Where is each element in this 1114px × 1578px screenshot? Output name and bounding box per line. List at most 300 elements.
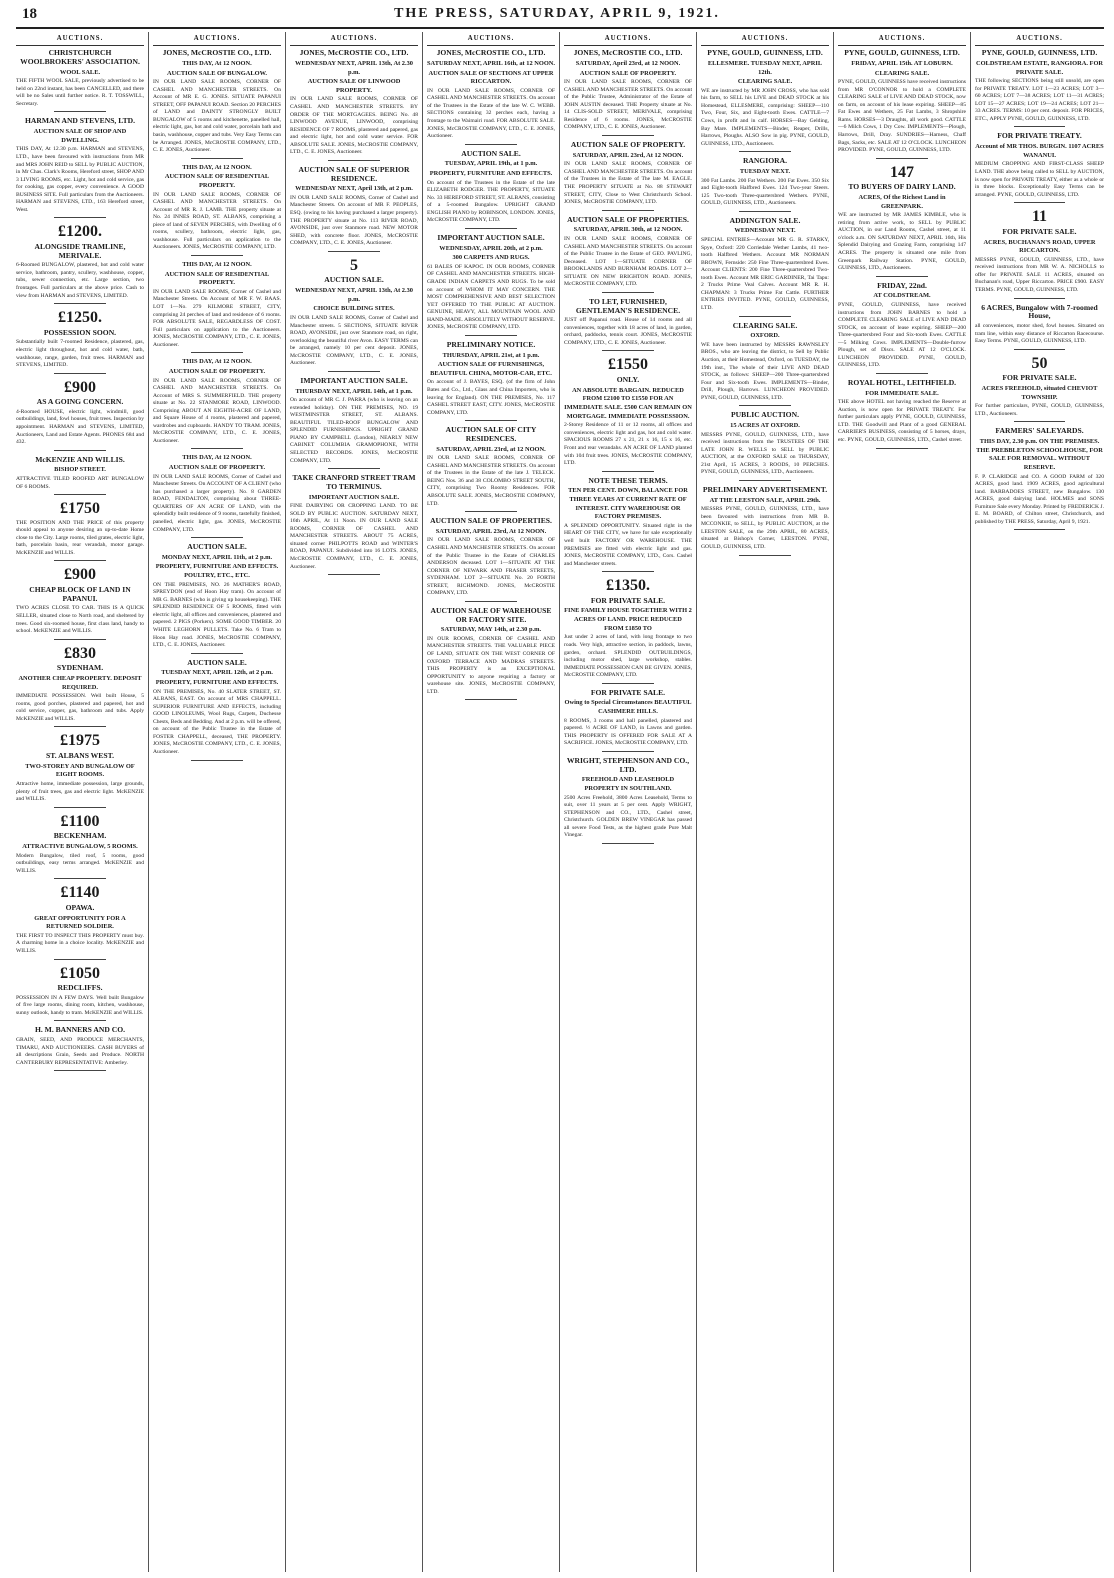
ad-title: CLEARING SALE.	[732, 320, 798, 330]
advertisement	[153, 261, 281, 353]
ad-subtitle: TUESDAY NEXT.	[739, 167, 791, 175]
ad-title: ONLY.	[616, 375, 640, 385]
ad-price: £1140	[60, 884, 100, 902]
column-2	[149, 32, 286, 1572]
column-4	[423, 32, 560, 1572]
advertisement	[701, 322, 829, 407]
advertisement	[16, 379, 144, 451]
ad-divider	[54, 373, 105, 374]
column-7	[834, 32, 971, 1572]
advertisement	[16, 645, 144, 728]
ad-subtitle: AUCTION SALE OF SECTIONS AT UPPER RICCARTON.	[428, 69, 554, 86]
ad-subtitle: AUCTION SALE OF PROPERTY.	[168, 367, 266, 375]
ad-divider	[191, 760, 242, 761]
ad-subtitle: CLEARING SALE.	[737, 78, 793, 86]
ad-divider	[54, 450, 105, 451]
ad-subtitle: ATTRACTIVE BUNGALOW, 5 ROOMS.	[22, 843, 138, 850]
ad-title: McKENZIE AND WILLIS.	[35, 454, 125, 464]
ad-title: JONES, McCROSTIE CO., LTD.	[162, 48, 272, 58]
ad-subtitle: AUCTION SALE OF PROPERTY.	[579, 69, 677, 77]
ad-body: SPECIAL ENTRIES—Account MR G. R. STARKY, Spye, Oxford: 220 Corriedale Wether Lambs, 41 two-tooth Halfbred Wethers. Account MR NORMAN BROWN, Fernside: 250 Fine Three-quartersbred Ewes. Account CLIENTS: 200 Fine Three-quartersbred Two-tooth Ewes. Account MR ERIC GARDINER, Tai Tapu: 2 Trucks Prime Veal Calves. Account MR R. H. CHAPMAN: 3 Trucks Prime Fat Cattle. FURTHER ENTRIES INVITED. PYNE, GOULD, GUINNESS, LTD.	[701, 237, 829, 312]
ad-title: TO BUYERS OF DAIRY LAND.	[848, 182, 956, 192]
header-rule	[16, 27, 1104, 29]
advertisement	[838, 164, 966, 277]
ad-title: OPAWA.	[65, 902, 95, 912]
ad-subtitle: WOOL SALE.	[59, 68, 101, 76]
advertisement	[564, 298, 692, 352]
ad-date: SATURDAY, APRIL 23rd, at 12 NOON.	[436, 445, 546, 453]
ad-divider	[191, 352, 242, 353]
ad-title: PRELIMINARY ADVERTISEMENT.	[702, 484, 828, 494]
ad-body: MEDIUM CROPPING AND FIRST-CLASS SHEEP LAND. THE above being called to SELL by AUCTION, is now open for PRIVATE TREATY, either as a whole or in three blocks. Exceptionally Easy Terms can be arranged. PYNE, GOULD, GUINNESS, LTD.	[975, 161, 1104, 198]
ad-body: 8 ROOMS, 3 rooms and hall panelled, plastered and papered. ½ ACRE OF LAND, in Lawns and garden. THIS PROPERTY IS OFFERED FOR SALE AT A SACRIFICE. JONES, McCROSTIE COMPANY, LTD.	[564, 717, 692, 747]
ad-divider	[739, 151, 790, 152]
ad-title: ROYAL HOTEL, LEITHFIELD.	[847, 377, 957, 387]
ad-divider	[465, 420, 516, 421]
ad-subtitle: PROPERTY, FURNITURE AND EFFECTS.	[429, 170, 553, 177]
ad-divider	[602, 350, 653, 351]
advertisement	[16, 965, 144, 1022]
advertisement	[427, 49, 555, 144]
ad-title: JONES, McCROSTIE CO., LTD.	[299, 48, 409, 58]
ad-price: £1350.	[606, 577, 650, 595]
ad-body: IN OUR LAND SALE ROOMS, CORNER OF CASHEL AND MANCHESTER STREETS. On account of the Trustees in the Estate of The late M. EAGLE. THE PROPERTY SITUATE at No. 88 STEWART STREET, CITY, Close to West Christchurch School. JONES, McCROSTIE COMPANY, LTD.	[564, 161, 692, 206]
ad-title: JONES, McCROSTIE CO., LTD.	[436, 48, 546, 58]
ad-price: 50	[1031, 354, 1048, 372]
column-1	[12, 32, 149, 1572]
advertisement	[16, 732, 144, 807]
ad-subtitle: AUCTION SALE OF RESIDENTIAL PROPERTY.	[164, 173, 270, 189]
ad-body: IN OUR LAND SALE ROOMS, Corner of Cashel and Manchester streets. 5 SECTIONS, SITUATE RIVER ROAD, AVONSIDE, just over Stanmore road, on right, overlooking the beautiful river Avon. EASY TERMS can be arranged, namely 10 per cent deposit. JONES, McCROSTIE COMPANY, LTD., C. E. JONES, Auctioneer.	[290, 314, 418, 367]
masthead: THE PRESS, SATURDAY, APRIL 9, 1921.	[394, 6, 720, 21]
ad-divider	[602, 471, 653, 472]
advertisement	[564, 141, 692, 211]
ad-divider	[54, 494, 105, 495]
ad-body: IN OUR LAND SALE ROOMS, Corner of Cashel and Manchester Streets. On Account of MR F. W. BAAS. LOT 1—No. 279 KILMORE STREET, CITY, comprising 24 perches of land and residence of 6 rooms. FOR ABSOLUTE SALE, REGARDLESS OF COST. Full particulars on application to the Auctioneers. JONES, McCROSTIE COMPANY, LTD., C. E. JONES, Auctioneer.	[153, 288, 281, 348]
column-heading: AUCTIONS.	[564, 32, 692, 46]
ad-body: IN OUR LAND SALE ROOMS, CORNER OF CASHEL AND MANCHESTER STREETS. On Account of MRS S. SUMMERFIELD. THE property situate at No. 22 STANMORE ROAD, LINWOOD. Comprising ABOUT AN EIGHTH-ACRE OF LAND, and Square House of 4 rooms, plastered and papered, wardrobes and cupboards. HANDY TO TRAM. JONES, McCROSTIE COMPANY, LTD., C. E. JONES, Auctioneer.	[153, 377, 281, 444]
ad-title: REDCLIFFS.	[57, 983, 103, 993]
ad-body: ATTRACTIVE TILED ROOFED ART BUNGALOW OF 6 ROOMS.	[16, 476, 144, 490]
column-6	[697, 32, 834, 1572]
ad-body: IN OUR LAND SALE ROOMS, CORNER OF CASHEL AND MANCHESTER STREETS. On account of the Public Trustee, Administrator of the Estate of JOHN AUSTIN deceased. THE Property situate at No. 14 CLIS-SOLD STREET, MERIVALE, comprising Residence of 6 rooms. JONES, McCROSTIE COMPANY, LTD., C. E. JONES, Auctioneer.	[564, 79, 692, 131]
column-heading: AUCTIONS.	[153, 32, 281, 46]
ad-body: A SPLENDID OPPORTUNITY. Situated right in the HEART OF THE CITY, we have for sale exceptionally well built FACTORY OR WAREHOUSE. THE PREMISES are fitted with electric light and gas. JONES, McCROSTIE COMPANY, LTD., Cors. Cashel and Manchester streets.	[564, 522, 692, 567]
ad-divider	[1014, 126, 1066, 127]
ad-subtitle: THIS DAY, 2.30 p.m. ON THE PREMISES. THE PREBBLETON SCHOOLHOUSE, FOR SALE FOR REMOVAL. WITHOUT RESERVE.	[976, 438, 1103, 471]
ad-subtitle: AT THE LEESTON SALE, APRIL 29th.	[709, 496, 821, 504]
advertisement	[290, 257, 418, 372]
ad-divider	[54, 111, 105, 112]
advertisement	[153, 358, 281, 449]
advertisement	[16, 1026, 144, 1071]
ad-divider	[465, 601, 516, 602]
ad-divider	[876, 158, 927, 159]
ad-body: IN OUR LAND SALE ROOMS, CORNER OF CASHEL AND MANCHESTER STREETS. BY ORDER OF THE MORTGAGEES. BEING No. 48 LINWOOD AVENUE, LINWOOD, comprising RESIDENCE OF 7 ROOMS, plastered and papered, gas and electric light, hot and cold water service. FOR ABSOLUTE SALE. JONES, McCROSTIE COMPANY, LTD., C. E. JONES, Auctioneer.	[290, 96, 418, 156]
ad-title: FOR PRIVATE TREATY.	[997, 131, 1082, 141]
advertisement	[701, 49, 829, 152]
ad-date: SATURDAY, April 23rd, at 12 NOON.	[575, 59, 681, 67]
ad-divider	[602, 683, 653, 684]
ad-title: CHEAP BLOCK OF LAND IN PAPANUI.	[29, 585, 131, 603]
ad-divider	[54, 217, 105, 218]
ad-body: Just under 2 acres of land, with long frontage to two roads. Very high, attractive section, in paddock, lawns, garden, orchard. SPLENDID OUTBUILDINGS, including motor shed, large workshop, stables. IMMEDIATE POSSESSION CAN BE GIVEN. JONES, McCROSTIE COMPANY, LTD.	[564, 634, 692, 679]
ad-divider	[739, 405, 790, 406]
ad-title: POSSESSION SOON.	[43, 327, 117, 337]
ad-body: WE have been instructed by MESSRS RAWNSLEY BROS., who are leaving the district, to Sell by Public Auction, at their Homestead, Oxford, on TUESDAY, the 19th inst., The whole of their LIVE AND DEAD STOCK, as follows: SHEEP—200 Three-quartersbred Four and Six-tooth Ewes. IMPLEMENTS—Binder, Drill, Plough, Harrows. LUNCHEON PROVIDED. PYNE, GOULD, GUINNESS, LTD.	[701, 341, 829, 401]
ad-subtitle: ACRES FREEHOLD, situated CHEVIOT TOWNSHIP.	[981, 384, 1098, 401]
advertisement	[975, 427, 1104, 530]
advertisement	[564, 757, 692, 844]
ad-divider	[54, 1020, 105, 1021]
ad-subtitle: FOR IMMEDIATE SALE.	[865, 389, 939, 397]
ad-body: THIS DAY, At 12.30 p.m. HARMAN and STEVENS, LTD., have been favoured with instructions from MR and MRS JOHN REID to SELL by PUBLIC AUCTION, in Mr Chas. Clark's Rooms, Hereford street, SHOP AND 3 LIVING ROOMS, etc. Light, hot and cold service, gas for cooking, gas copper, every convenience. A GOOD BUSINESS SITE. Full particulars from the Auctioneers. HARMAN and STEVENS, LTD., 163 Hereford street, West.	[16, 146, 144, 213]
ad-title: FOR PRIVATE SALE.	[1002, 373, 1077, 383]
advertisement	[838, 49, 966, 158]
advertisement	[564, 477, 692, 573]
ad-subtitle: FINE FAMILY HOUSE TOGETHER WITH 2 ACRES OF LAND. PRICE REDUCED FROM £1850 TO	[564, 607, 692, 632]
ad-body: THE following SECTIONS being still unsold, are open for PRIVATE TREATY. LOT 1—23 ACRES; LOT 3—60 ACRES; LOT 7—38 ACRES; LOT 11—31 ACRES; LOT 15—27 ACRES; LOT 19—24 ACRES; LOT 21—33 ACRES. TERMS: 10 per cent. deposit. FOR PRICES, ETC., APPLY PYNE, GOULD, GUINNESS, LTD.	[975, 78, 1104, 122]
ad-date: THURSDAY, APRIL 21st, at 1 p.m.	[442, 351, 540, 359]
ad-divider	[602, 210, 653, 211]
advertisement	[427, 607, 555, 700]
advertisement	[564, 689, 692, 752]
ad-body: 2500 Acres Freehold, 3800 Acres Leasehold, Terms to suit, over 11 years at 5 per cent. Apply WRIGHT, STEPHENSON and CO., LTD., Cashel street, Christchurch. GOLDEN BREW VINEGAR has passed all severe Food Tests, as the highest grade Pure Malt Vinegar.	[564, 794, 692, 839]
ad-body: MESSRS PYNE, GOULD, GUINNESS, LTD., have received instructions from MR W. A. NICHOLLS to offer for PRIVATE SALE 11 ACRES, situated on Buchanan's road, Upper Riccarton. PRICE £900. EASY TERMS. PYNE, GOULD, GUINNESS, LTD.	[975, 256, 1104, 293]
ad-subtitle: WEDNESDAY NEXT.	[734, 227, 796, 235]
advertisement	[153, 543, 281, 654]
advertisement	[153, 659, 281, 761]
ad-divider	[739, 480, 790, 481]
ad-price: 11	[1031, 208, 1048, 226]
ad-body: IN OUR LAND SALE ROOMS, Corner of Cashel and Manchester Streets. On account of MR F. PEOPLES, ESQ. (owing to his having purchased a larger property). THE PROPERTY situate at No. 113 RIVER ROAD, AVONSIDE, just over Stanmore road. NEW MOTOR SHED, with concrete floor. JONES, McCROSTIE COMPANY, LTD., C. E. JONES, Auctioneer.	[290, 194, 418, 247]
ad-price: £1250.	[58, 309, 102, 327]
page-header	[0, 0, 1114, 28]
ad-title: TO LET, FURNISHED, GENTLEMAN'S RESIDENCE.	[575, 296, 681, 315]
advertisement	[701, 217, 829, 317]
ad-divider	[191, 255, 242, 256]
advertisement	[701, 411, 829, 481]
ad-divider	[465, 335, 516, 336]
ad-divider	[54, 560, 105, 561]
ad-title: PRELIMINARY NOTICE.	[446, 339, 536, 349]
column-heading: AUCTIONS.	[290, 32, 418, 46]
column-heading: AUCTIONS.	[16, 32, 144, 46]
ad-date: TUESDAY NEXT, APRIL 12th, at 2 p.m.	[161, 669, 273, 677]
ad-date: WEDNESDAY NEXT, April 13th, at 2 p.m.	[295, 185, 413, 193]
ad-body: THE above HOTEL not having reached the Reserve at Auction, is now open for PRIVATE TREATY. For further particulars apply PYNE, GOULD, GUINNESS, LTD. THE Goodwill and Plant of a good GENERAL CARRIER'S BUSINESS, consisting of 5 horses, drays, etc. PYNE, GOULD, GUINNESS, LTD., Cashel street.	[838, 399, 966, 443]
ad-divider	[328, 371, 379, 372]
ad-subtitle: Owing to Special Circumstances BEAUTIFUL CASHMERE HILLS.	[564, 699, 692, 716]
ad-divider	[602, 843, 653, 844]
ad-divider	[328, 574, 379, 575]
ad-divider	[1014, 298, 1066, 299]
ad-price: £1750	[60, 500, 100, 518]
ad-price: £900	[64, 378, 96, 396]
ad-title: PUBLIC AUCTION.	[731, 410, 799, 420]
ad-body: WE are instructed by MR JAMES KIMBLE, who is retiring from active work, to SELL by PUBLIC AUCTION, in our Land Rooms, Cashel street, at 11 o'clock a.m. ON SATURDAY NEXT, APRIL 16th, His Splendid Dairying and Grazing Farm, comprising 147 ACRES. The property is situated one mile from Greenpark Railway Station. PYNE, GOULD, GUINNESS, LTD., Auctioneers.	[838, 212, 966, 272]
ad-date: THIS DAY, At 12 NOON.	[182, 454, 252, 462]
ad-subtitle: BISHOP STREET.	[54, 466, 106, 474]
ad-subtitle: ACRES, BUCHANAN'S ROAD, UPPER RICCARTON.	[983, 238, 1096, 255]
ad-subtitle: Account of MR THOS. BURGIN. 1107 ACRES WANANUI.	[975, 143, 1104, 159]
ad-title: PYNE, GOULD, GUINNESS, LTD.	[844, 48, 960, 58]
ad-subtitle: TWO-STOREY AND BUNGALOW OF EIGHT ROOMS.	[25, 762, 135, 779]
ad-date: SATURDAY NEXT, APRIL 16th, at 12 NOON.	[427, 59, 556, 67]
ad-subtitle: 15 ACRES AT OXFORD.	[730, 422, 800, 430]
ad-price: 147	[890, 163, 914, 181]
column-heading: AUCTIONS.	[838, 32, 966, 46]
advertisement	[564, 356, 692, 471]
ad-body: On account of J. BAYES, ESQ. (of the firm of John Bates and Co., Ltd., Glass and China Importers, who is leaving for England). ON THE PREMISES, No. 117 CASHEL STREET EAST, CITY. JONES, McCROSTIE COMPANY, LTD.	[427, 379, 555, 416]
ad-subtitle: AUCTION SALE OF LINWOOD PROPERTY.	[307, 78, 401, 94]
ad-title: AUCTION SALE OF PROPERTIES.	[430, 516, 552, 526]
ad-body: IN OUR LAND SALE ROOMS, CORNER OF CASHEL AND MANCHESTER STREETS. On account of the Public Trustee in the Estate of CHARLES ANDERSON deceased. LOT 1—SITUATE AT THE CORNER OF NEWARK AND FRASER STREETS, SYDENHAM. LOT 2—SITUATE No. 20 FORTH STREET, RICHMOND. JONES, McCROSTIE COMPANY, LTD.	[427, 537, 555, 597]
ad-body: ON THE PREMISES, No. 40 SLATER STREET, ST. ALBANS, EAST. On account of MRS CHAPPELL. SUPERIOR FURNITURE AND EFFECTS, including GOOD LINOLEUMS, Wool Rugs, Carpets, Duchesse Chests, Beds and Bedding. And at 2 p.m. will be offered, on account of the Public Trustee in the Estate of FOSTER CHAPPELL, deceased, THE PROPERTY. JONES, McCROSTIE COMPANY, LTD., C. E. JONES, Auctioneer.	[153, 688, 281, 756]
advertisement	[427, 150, 555, 229]
ad-title: FOR PRIVATE SALE.	[590, 595, 666, 605]
ad-title: AUCTION SALE OF PROPERTY.	[570, 140, 686, 149]
ad-date: MONDAY NEXT, APRIL 11th, at 2 p.m.	[161, 553, 273, 561]
advertisement	[16, 566, 144, 639]
ad-body: POSSESSION IN A FEW DAYS. Well built Bungalow of five large rooms, dining room, kitchen, washhouse, sunny outlook, handy to tram. McKENZIE and WILLIS.	[16, 994, 144, 1016]
ad-title: AUCTION SALE OF PROPERTIES.	[567, 214, 689, 224]
ad-title: AUCTION SALE.	[187, 542, 247, 552]
ad-subtitle: FREEHOLD AND LEASEHOLD PROPERTY IN SOUTHLAND.	[581, 776, 675, 792]
ad-body: 6-Roomed BUNGALOW, plastered, hot and cold water service, bathroom, pantry, scullery, washhouse, copper, tubs, sewer connection, etc. Large section, two frontages. Full particulars at the above price. Cash to view from HARMAN and STEVENS, LIMITED.	[16, 262, 144, 299]
ad-subtitle: AUCTION SALE OF FURNISHINGS, BEAUTIFUL CHINA, MOTOR-CAR, ETC.	[430, 361, 552, 377]
ad-subtitle: 300 CARPETS AND RUGS.	[452, 254, 530, 262]
column-3	[286, 32, 423, 1572]
ad-body: 4-Roomed HOUSE, electric light, windmill, good outbuildings, land, fowl houses, fruit trees. Inspection by appointment. HARMAN and STEVENS, LIMITED, Auctioneers, Land and Estate Agents. PHONES 684 and 432.	[16, 408, 144, 446]
ad-price: £900	[64, 566, 96, 584]
ad-body: F. P. CLARIDGE and CO. A GOOD FARM of 320 ACRES, good land. 1909 ACRES, good agricultural land. BARBADOES STREET, new Bungalow. 130 ACRES, good dairying land. HOLMES and SONS Furniture Sale every Monday. Printed by FREDERICK J. E. M. BOARD, of Chilton street, Christchurch, and published by THE PRESS, Saturday, April 9, 1921.	[975, 473, 1104, 525]
ad-divider	[465, 511, 516, 512]
ad-title: WRIGHT, STEPHENSON AND CO., LTD.	[566, 755, 690, 774]
ad-body: On account of MR C. J. PARRA (who is leaving on an extended holiday). ON THE PREMISES, NO. 19 WESTMINSTER STREET, ST. ALBANS. BEAUTIFUL TILED-ROOF BUNGALOW AND SPLENDID FURNISHINGS. UPRIGHT GRAND PIANO BY CAMPBELL (London), NEARLY NEW CABINET COLUMBIA GRAMOPHONE, WITH SELECTED RECORDS. JONES, McCROSTIE COMPANY, LTD.	[290, 397, 418, 464]
ad-title: ST. ALBANS WEST.	[46, 751, 114, 761]
ad-divider	[465, 699, 516, 700]
advertisement	[564, 577, 692, 684]
ad-divider	[328, 251, 379, 252]
ad-date: THIS DAY, At 12 NOON.	[182, 163, 252, 171]
ad-title: FARMERS' SALEYARDS.	[995, 426, 1084, 436]
ad-price: £1100	[60, 812, 100, 830]
ad-body: IN OUR LAND SALE ROOMS, CORNER OF CASHEL AND MANCHESTER STREETS. On Account of MR E. G. JONES. SITUATE PAPANUI STREET, OFF PAPANUI ROAD. Section 20 PERCHES of LAND and DAINTY STRONGLY BUILT BUNGALOW of 5 rooms and kitchenette, panelled hall, electric light, gas, hot and cold water, porcelain bath and basin, washhouse, copper and tubs. Very Easy Terms can be Arranged. JONES, McCROSTIE COMPANY, LTD., C. E. JONES, Auctioneer.	[153, 79, 281, 154]
ad-divider	[54, 878, 105, 879]
ad-title: FRIDAY, 22nd.	[877, 280, 927, 290]
ad-title: ALONGSIDE TRAMLINE, MERIVALE.	[34, 241, 126, 260]
ad-divider	[602, 751, 653, 752]
advertisement	[16, 884, 144, 959]
ad-subtitle: AUCTION SALE OF RESIDENTIAL PROPERTY.	[164, 270, 270, 287]
ad-divider	[1014, 202, 1066, 203]
ad-body: IN OUR ROOMS, CORNER OF CASHEL AND MANCHESTER STREETS. THE VALUABLE PIECE OF LAND, SITUATE ON THE WEST CORNER OF OXFORD TERRACE AND MADRAS STREETS. THIS PROPERTY is an EXCEPTIONAL OPPORTUNITY to anyone requiring a factory or warehouse site. JONES, McCROSTIE COMPANY, LTD.	[427, 635, 555, 695]
ad-body: IN OUR LAND SALE ROOMS, CORNER OF CASHEL AND MANCHESTER STREETS. On account of the Public Trustee in the Estate of GEO. PAVLING, Deceased. LOT 1—SITUATE CORNER OF BROOKLANDS AND BURNHAM ROADS. LOT 2—SITUATE ON NEW BRIGHTON ROAD. JONES, McCROSTIE COMPANY, LTD.	[564, 236, 692, 288]
ad-subtitle: ANOTHER CHEAP PROPERTY. DEPOSIT REQUIRED.	[18, 674, 142, 691]
column-5	[560, 32, 697, 1572]
advertisement	[16, 456, 144, 495]
ad-body: PYNE, GOULD, GUINNESS have received instructions from MR O'CONNOR to hold a COMPLETE CLEARING SALE of LIVE AND DEAD STOCK, now on farm, on account of his lease expiring. SHEEP—85 Fat Ewes and Wethers, 25 Fat Lambs, 3 Shropshire Rams. HORSES—3 Draughts, all work good. CATTLE—6 Milch Cows, 1 Dry Cow. IMPLEMENTS—Plough, Harrows, Drill, Dray. SUNDRIES—Harness, Chaff Bags, Sacks, etc. SALE AT 12 O'CLOCK. LUNCHEON PROVIDED. PYNE, GOULD, GUINNESS, LTD.	[838, 79, 966, 154]
ad-subtitle: COLDSTREAM ESTATE, RANGIORA. FOR PRIVATE SALE.	[975, 59, 1104, 76]
advertisement	[16, 309, 144, 374]
ad-subtitle: OXFORD.	[750, 332, 780, 340]
ad-subtitle: CLEARING SALE.	[874, 69, 930, 77]
advertisement	[153, 164, 281, 256]
ad-body: On account of the Trustees in the Estate of the late ELIZABETH RODGER. THE PROPERTY, SITUATE No. 33 HEREFORD STREET, ST. ALBANS, consisting of a 5-roomed Bungalow. UPRIGHT GRAND ENGLISH PIANO by ROBINSON, LONDON. JONES, McCROSTIE COMPANY, LTD.	[427, 179, 555, 224]
ad-body: IN OUR LAND SALE ROOMS, CORNER OF CASHEL AND MANCHESTER STREETS. On account of the Trustees in the Estate of the late J. TELECK. BEING Nos. 36 and 38 COLOMBO STREET SOUTH, CITY, comprising Two Roomy Residences. FOR ABSOLUTE SALE. JONES, McCROSTIE COMPANY, LTD.	[427, 455, 555, 507]
ad-body: MESSRS PYNE, GOULD, GUINNESS, LTD., have received instructions from the TRUSTEES OF THE LATE JOHN R. WELLS to SELL by PUBLIC AUCTION, at the OXFORD SALE on THURSDAY, 21st April, 15 ACRES, 3 ROODS, 10 PERCHES. PYNE, GOULD, GUINNESS, LTD., Auctioneers.	[701, 431, 829, 476]
ad-body: 61 BALES OF KAPOC. IN OUR ROOMS, CORNER OF CASHEL AND MANCHESTER STREETS. HIGH-GRADE INDIAN CARPETS AND RUGS. To be sold on account of WHOM IT MAY CONCERN. THE MOST COMPREHENSIVE AND BEST SELECTION YET OFFERED TO THE PUBLIC AT AUCTION. GENUINE, HEAVY, ALL MOUNTAIN WOOL AND HAND-MADE. ABSOLUTELY WITHOUT RESERVE. JONES, McCROSTIE COMPANY, LTD.	[427, 263, 555, 331]
ad-body: IN OUR LAND SALE ROOMS, CORNER OF CASHEL AND MANCHESTER STREETS. On account of the Trustees in the Estate of the late W. C. WEBB. SECTIONS containing 32 perches each, having a frontage to the Waimairi road. FOR ABSOLUTE SALE. JONES, McCROSTIE COMPANY, LTD., C. E. JONES, Auctioneer.	[427, 87, 555, 140]
ad-price: £1975	[60, 732, 100, 750]
advertisement	[838, 282, 966, 374]
ad-title: FOR PRIVATE SALE.	[1002, 226, 1077, 236]
ad-body: PYNE, GOULD, GUINNESS, have received instructions from JOHN BARNES to hold a COMPLETE CLEARING SALE of LIVE AND DEAD STOCK, on account of lease expiring. SHEEP—200 Three-quartersbred Four and Six-tooth Ewes. CATTLE—5 Milking Cows. IMPLEMENTS—Double-furrow Plough, set of Discs. SALE AT 12 O'CLOCK. LUNCHEON PROVIDED. PYNE, GOULD, GUINNESS, LTD.	[838, 301, 966, 369]
column-8	[971, 32, 1108, 1572]
ad-divider	[328, 160, 379, 161]
ad-divider	[602, 571, 653, 572]
ad-date: WEDNESDAY NEXT, APRIL 13th, At 2.30 p.m.	[294, 59, 413, 76]
ad-divider	[602, 135, 653, 136]
ad-divider	[465, 144, 516, 145]
column-heading: AUCTIONS.	[427, 32, 555, 46]
ad-body: Substantially built 7-roomed Residence, plastered, gas, electric light throughout, hot and cold water, bath, washhouse, range, garden, fruit trees. HARMAN and STEVENS, LIMITED.	[16, 339, 144, 369]
advertisement	[975, 49, 1104, 127]
ad-body: TWO ACRES CLOSE TO CAR. THIS IS A QUICK SELLER, situated close to North road, and sheltered by trees. Good six-roomed house, first class land, handy to school. McKENZIE and WILLIS.	[16, 605, 144, 635]
ad-body: JUST off Papanui road. House of 14 rooms and all conveniences, together with 18 acres of land, in garden, orchard, paddocks, tennis court. JONES, McCROSTIE COMPANY, LTD., C. E. JONES, Auctioneer.	[564, 317, 692, 346]
ad-body: IN OUR LAND SALE ROOMS, CORNER OF CASHEL AND MANCHESTER STREETS. On Account of MR R. J. LAMB. THE property situate at No. 24 INNES ROAD, ST. ALBANS, comprising a piece of land of SEVEN PERCHES, with Dwelling of 6 rooms, scullery, bathroom, electric light, gas, washhouse. Full particulars on application to the Auctioneers. JONES, McCROSTIE COMPANY, LTD.	[153, 191, 281, 251]
ad-subtitle: PROPERTY, FURNITURE AND EFFECTS.	[155, 679, 279, 687]
advertisement	[290, 166, 418, 252]
ad-body: For further particulars, PYNE, GOULD, GUINNESS, LTD., Auctioneers.	[975, 403, 1104, 417]
ad-title: FOR PRIVATE SALE.	[590, 687, 666, 697]
ad-subtitle: AUCTION SALE OF PROPERTY.	[168, 464, 266, 472]
ad-divider	[54, 959, 105, 960]
ad-divider	[54, 726, 105, 727]
ad-title: PYNE, GOULD, GUINNESS, LTD.	[707, 48, 823, 58]
ad-date: FRIDAY, APRIL 15th. AT LOBURN.	[851, 59, 953, 67]
advertisement	[16, 49, 144, 112]
advertisement	[16, 500, 144, 561]
ad-title: BECKENHAM.	[53, 831, 107, 841]
ad-divider	[54, 639, 105, 640]
ad-title: AUCTION SALE.	[324, 275, 384, 285]
ad-title: AUCTION SALE OF WAREHOUSE OR FACTORY SITE.	[430, 605, 552, 624]
advertisement	[975, 132, 1104, 203]
ad-title: HARMAN AND STEVENS, LTD.	[24, 116, 136, 126]
ad-title: TAKE CRANFORD STREET TRAM TO TERMINUS.	[292, 473, 416, 491]
ad-date: SATURDAY, APRIL 23rd, At 12 NOON.	[572, 151, 684, 159]
advertisement	[16, 117, 144, 218]
advertisement	[290, 474, 418, 575]
ad-divider	[54, 303, 105, 304]
advertisement	[427, 426, 555, 512]
ad-subtitle: GREAT OPPORTUNITY FOR A RETURNED SOLDIER.	[34, 914, 126, 931]
ad-divider	[54, 807, 105, 808]
ad-title: PYNE, GOULD, GUINNESS, LTD.	[981, 48, 1098, 58]
ad-body: IMMEDIATE POSSESSION. Well built House, 5 rooms, good porches, plastered and papered, hot and cold service, copper, gas, bathroom and tubs. Apply McKENZIE and WILLIS.	[16, 693, 144, 722]
ad-subtitle: AN ABSOLUTE BARGAIN. REDUCED FROM £2100 TO £1550 FOR AN IMMEDIATE SALE. £500 CAN REMAIN ON MORTGAGE. IMMEDIATE POSSESSION.	[564, 386, 692, 420]
advertisement	[427, 341, 555, 421]
advertisement	[153, 454, 281, 538]
advertisement	[564, 49, 692, 136]
ad-date: TUESDAY, APRIL 19th, at 1 p.m.	[444, 160, 538, 168]
column-heading: AUCTIONS.	[701, 32, 829, 46]
ad-divider	[191, 158, 242, 159]
ad-divider	[602, 292, 653, 293]
ad-divider	[876, 373, 927, 374]
ad-body: THE FIFTH WOOL SALE, previously advertised to be held on 22nd instant, has been CANCELLED, and there will be no Sales until further notice. R. T. TOSSWILL, Secretary.	[16, 78, 144, 107]
ad-title: IMPORTANT AUCTION SALE.	[300, 375, 408, 385]
ad-divider	[739, 316, 790, 317]
ad-body: THE POSITION AND THE PRICE of this property should appeal to anyone desiring an up-to-date Home close to the City. Large rooms, tiled grates, electric light, bath, porcelain basin, rear verandah, motor garage. McKENZIE and WILLIS.	[16, 519, 144, 556]
ad-divider	[191, 448, 242, 449]
ad-title: AS A GOING CONCERN.	[36, 397, 124, 407]
ad-price: £1050	[60, 964, 100, 982]
ad-body: Modern Bungalow, tiled roof, 5 rooms, good outbuildings, easy terms arranged. McKENZIE and WILLIS.	[16, 852, 144, 874]
ad-date: THIS DAY, At 12 NOON.	[182, 358, 252, 366]
ad-title: H. M. BANNERS AND CO.	[34, 1025, 126, 1035]
advertisement	[975, 304, 1104, 350]
ad-date: SATURDAY, MAY 14th, at 2.30 p.m.	[440, 626, 542, 634]
ad-body: WE are instructed by MR JOHN CROSS, who has sold his farm, to SELL his LIVE and DEAD STOCK at his Homestead, ELLESMERE, comprising: SHEEP—110 Two, Four, Six, and Eight-tooth Ewes. CATTLE—7 Cows, in profit and in calf. HORSES—Bay Gelding, Bay Mare. IMPLEMENTS—Binder, Reaper, Drills, Harrows, Ploughs. ALSO Sow in pig. PYNE, GOULD, GUINNESS, LTD., Auctioneers.	[701, 87, 829, 147]
ad-body: Attractive home, immediate possession, large grounds, plenty of fruit trees, gas and electric light. McKENZIE and WILLIS.	[16, 781, 144, 803]
ad-title: AUCTION SALE.	[461, 148, 521, 158]
ad-title: RANGIORA.	[742, 156, 788, 166]
ad-body: MESSRS PYNE, GOULD, GUINNESS, LTD., have been favoured with instructions from MR B. MCCONKIE, to SELL, by PUBLIC AUCTION, at the LEESTON SALE, on the 29th APRIL, 80 ACRES, situated at Bishop's Corner, LEESTON. PYNE, GOULD, GUINNESS, LTD.	[701, 506, 829, 551]
advertisement	[16, 813, 144, 880]
ad-price: £1200.	[58, 223, 102, 241]
ad-body: ON THE PREMISES, NO. 26 MATHER'S ROAD, SPREYDON (end of Hoon Hay tram). On account of MR G. BARNES (who is giving up housekeeping). THE SPLENDID RESIDENCE OF 5 ROOMS, fitted with electric light, all offices and conveniences, plastered and papered. 2 PIGS (Porkers). SOME GOOD TIMBER. 20 WHITE LEGHORN PULLETS. Take No. 6 Tram to Hoon Hay road. JONES, McCROSTIE COMPANY, LTD., C. E. JONES, Auctioneer.	[153, 581, 281, 649]
ad-subtitle: AUCTION SALE OF BUNGALOW.	[166, 69, 268, 77]
ad-date: WEDNESDAY NEXT, APRIL 13th, At 2.30 p.m.	[294, 287, 413, 303]
advertisement	[975, 355, 1104, 423]
ad-title: ADDINGTON SALE.	[729, 215, 801, 225]
ad-divider	[876, 276, 927, 277]
ad-divider	[739, 555, 790, 556]
ad-subtitle: PROPERTY, FURNITURE AND EFFECTS. POULTRY, ETC., ETC.	[155, 563, 279, 580]
ad-title: AUCTION SALE OF CITY RESIDENCES.	[445, 425, 537, 443]
ad-body: GRAIN, SEED, AND PRODUCE MERCHANTS, TIMARU, AND AUCTIONEERS. CASH BUYERS of all descriptions Grain, Seeds and Produce. NORTH CANTERBURY REPRESENTATIVE: Amberley.	[16, 1037, 144, 1066]
advertisement	[290, 49, 418, 161]
ad-divider	[191, 537, 242, 538]
ad-subtitle: ACRES, Of the Richest Land in GREENPARK.	[858, 193, 946, 210]
advertisement	[16, 223, 144, 304]
ad-title: NOTE THESE TERMS.	[588, 475, 668, 485]
ad-body: all conveniences, motor shed, fowl houses. Situated on tram line, within easy distance of Riccarton Racecourse. Easy Terms. PYNE, GOULD, GUINNESS, LTD.	[975, 322, 1104, 345]
ad-title: AUCTION SALE.	[187, 657, 247, 667]
ad-divider	[54, 1070, 105, 1071]
ad-date: THIS DAY, At 12 NOON.	[182, 59, 252, 67]
ad-divider	[739, 211, 790, 212]
ad-subtitle: IMPORTANT AUCTION SALE.	[308, 493, 400, 501]
ad-divider	[191, 653, 242, 654]
ad-title: 6 ACRES, Bungalow with 7-roomed House,	[981, 302, 1098, 321]
ad-body: 2-Storey Residence of 11 or 12 rooms, all offices and conveniences, electric light and gas, hot and cold water. SPACIOUS ROOMS 27 x 21, 21 x 16, 15 x 16, etc. Front and rear verandahs. AN ACRE OF LAND planted with 104 fruit trees. JONES, McCROSTIE COMPANY, LTD.	[564, 422, 692, 467]
advertisement	[427, 234, 555, 336]
advertisement	[153, 49, 281, 158]
advertisement	[838, 379, 966, 449]
ad-subtitle: AUCTION SALE OF SHOP AND DWELLING.	[33, 128, 127, 144]
ad-divider	[328, 468, 379, 469]
ad-title: AUCTION SALE OF SUPERIOR RESIDENCE.	[298, 164, 410, 183]
ad-date: SATURDAY, APRIL 30th, at 12 NOON.	[573, 226, 683, 234]
ad-date: SATURDAY, APRIL 23rd, At 12 NOON.	[435, 527, 547, 535]
ad-subtitle: CHOICE BUILDING SITES.	[313, 305, 395, 313]
ad-divider	[465, 228, 516, 229]
ad-body: FINE DAIRYING OR CROPPING LAND. TO BE SOLD BY PUBLIC AUCTION. SATURDAY NEXT, 16th APRIL, At 11 Noon. IN OUR LAND SALE ROOMS, CORNER OF CASHEL AND MANCHESTER STREETS. ABOUT 75 ACRES, situated corner PHILPOTTS ROAD and WINTER'S ROAD, PAPANUI. Subdivided into 16 LOTS. JONES, McCROSTIE COMPANY, LTD., C. E. JONES, Auctioneer.	[290, 503, 418, 570]
